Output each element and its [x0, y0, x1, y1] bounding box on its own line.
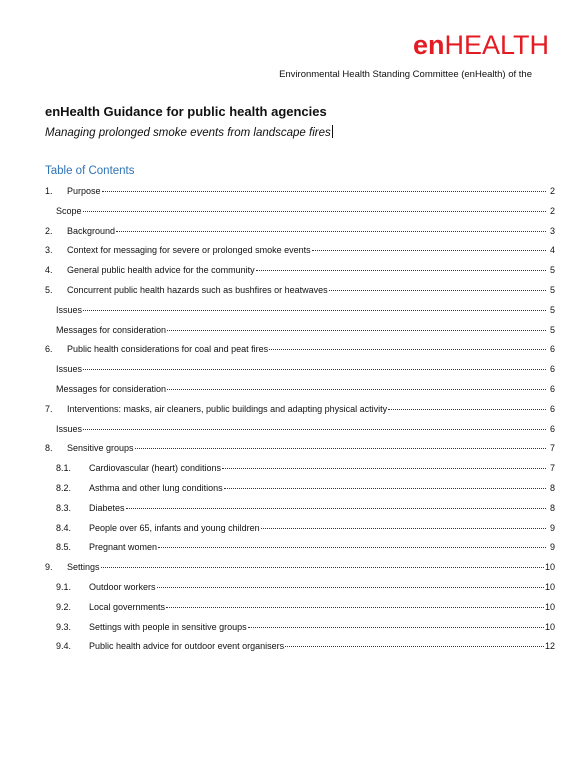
- toc-entry[interactable]: [45, 602, 555, 622]
- committee-line: Environmental Health Standing Committee (enHealth) of the: [279, 69, 532, 80]
- toc-dot-leader: [285, 646, 544, 647]
- toc-entry[interactable]: [45, 483, 555, 503]
- toc-entry-title[interactable]: People over 65, infants and young children: [89, 522, 260, 533]
- toc-entry-title[interactable]: Settings with people in sensitive groups: [89, 621, 247, 632]
- toc-entry[interactable]: [45, 503, 555, 523]
- toc-entry[interactable]: [45, 265, 555, 285]
- toc-entry-number: 8.3.: [56, 502, 72, 513]
- toc-page-number: 8: [549, 482, 555, 493]
- toc-page-number: 9: [549, 522, 555, 533]
- toc-page-number: 6: [549, 423, 555, 434]
- toc-entry-title[interactable]: Issues: [56, 364, 83, 375]
- toc-page-number: 5: [549, 324, 555, 335]
- toc-page-number: 6: [549, 364, 555, 375]
- document-subtitle-text: Managing prolonged smoke events from landscape fires: [45, 127, 331, 139]
- toc-dot-leader: [248, 627, 544, 628]
- toc-entry-number: 6.: [45, 344, 53, 355]
- toc-entry-title[interactable]: Messages for consideration: [56, 324, 167, 335]
- toc-dot-leader: [83, 369, 546, 370]
- toc-dot-leader: [102, 191, 546, 192]
- toc-dot-leader: [83, 211, 546, 212]
- toc-entry[interactable]: [45, 245, 555, 265]
- toc-page-number: 10: [544, 621, 555, 632]
- toc-entry[interactable]: [45, 582, 555, 602]
- toc-entry[interactable]: [45, 344, 555, 364]
- toc-page-number: 4: [549, 245, 555, 256]
- toc-entry-title[interactable]: Public health considerations for coal and peat fires: [67, 344, 269, 355]
- toc-entry-number: 7.: [45, 403, 53, 414]
- toc-entry-title[interactable]: General public health advice for the community: [67, 265, 255, 276]
- toc-page-number: 5: [549, 284, 555, 295]
- toc-entry[interactable]: [45, 364, 555, 384]
- toc-entry-number: 3.: [45, 245, 53, 256]
- toc-page-number: 10: [544, 562, 555, 573]
- toc-entry-number: 8.: [45, 443, 53, 454]
- toc-entry-title[interactable]: Interventions: masks, air cleaners, public buildings and adapting physical activity: [67, 403, 388, 414]
- toc-page-number: 3: [549, 225, 555, 236]
- toc-entry[interactable]: [45, 463, 555, 483]
- text-cursor: [332, 125, 333, 138]
- toc-page-number: 10: [544, 581, 555, 592]
- toc-dot-leader: [126, 508, 546, 509]
- logo-prefix: en: [412, 30, 445, 60]
- toc-entry-number: 9.2.: [56, 601, 72, 612]
- toc-page-number: 10: [544, 601, 555, 612]
- toc-heading: Table of Contents: [45, 165, 135, 177]
- toc-dot-leader: [329, 290, 546, 291]
- toc-entry-title[interactable]: Asthma and other lung conditions: [89, 482, 223, 493]
- toc-dot-leader: [166, 607, 544, 608]
- toc-entry[interactable]: [45, 424, 555, 444]
- toc-entry-number: 9.1.: [56, 581, 72, 592]
- toc-entry-title[interactable]: Issues: [56, 423, 83, 434]
- toc-entry-title[interactable]: Cardiovascular (heart) conditions: [89, 463, 222, 474]
- document-subtitle[interactable]: [45, 125, 333, 139]
- toc-entry[interactable]: [45, 325, 555, 345]
- toc-dot-leader: [167, 389, 546, 390]
- toc-dot-leader: [101, 567, 544, 568]
- toc-entry-number: 8.2.: [56, 482, 72, 493]
- toc-dot-leader: [83, 310, 546, 311]
- logo-suffix: HEALTH: [444, 30, 549, 60]
- toc-dot-leader: [224, 488, 546, 489]
- toc-entry-title[interactable]: Messages for consideration: [56, 383, 167, 394]
- toc-page-number: 2: [549, 205, 555, 216]
- enhealth-logo: [413, 30, 549, 61]
- toc-entry-number: 9.4.: [56, 641, 72, 652]
- toc-dot-leader: [261, 528, 546, 529]
- toc-entry[interactable]: [45, 226, 555, 246]
- toc-page-number: 9: [549, 542, 555, 553]
- toc-entry[interactable]: [45, 404, 555, 424]
- toc-entry[interactable]: [45, 443, 555, 463]
- toc-dot-leader: [157, 587, 544, 588]
- toc-dot-leader: [158, 547, 546, 548]
- toc-page-number: 7: [549, 463, 555, 474]
- toc-entry[interactable]: [45, 542, 555, 562]
- toc-entry-title[interactable]: Context for messaging for severe or prolonged smoke events: [67, 245, 311, 256]
- document-title: enHealth Guidance for public health agencies: [45, 104, 327, 119]
- toc-entry[interactable]: [45, 384, 555, 404]
- toc-entry-title[interactable]: Outdoor workers: [89, 581, 156, 592]
- toc-entry[interactable]: [45, 523, 555, 543]
- toc-page-number: 6: [549, 403, 555, 414]
- toc-entry[interactable]: [45, 206, 555, 226]
- toc-entry-title[interactable]: Local governments: [89, 601, 166, 612]
- toc-entry-title[interactable]: Scope: [56, 205, 82, 216]
- table-of-contents: [45, 186, 555, 661]
- toc-page-number: 12: [544, 641, 555, 652]
- toc-entry-title[interactable]: Sensitive groups: [67, 443, 134, 454]
- toc-dot-leader: [312, 250, 546, 251]
- toc-entry-title[interactable]: Concurrent public health hazards such as bushfires or heatwaves: [67, 284, 328, 295]
- toc-entry-title[interactable]: Public health advice for outdoor event organisers: [89, 641, 285, 652]
- toc-entry-number: 8.4.: [56, 522, 72, 533]
- toc-page-number: 5: [549, 265, 555, 276]
- toc-entry-number: 2.: [45, 225, 53, 236]
- toc-dot-leader: [388, 409, 546, 410]
- toc-page-number: 5: [549, 304, 555, 315]
- toc-page-number: 8: [549, 502, 555, 513]
- toc-entry-title[interactable]: Pregnant women: [89, 542, 158, 553]
- toc-dot-leader: [83, 429, 546, 430]
- toc-entry[interactable]: [45, 285, 555, 305]
- toc-dot-leader: [269, 349, 546, 350]
- toc-entry-number: 9.: [45, 562, 53, 573]
- toc-dot-leader: [167, 330, 546, 331]
- toc-entry-number: 8.5.: [56, 542, 72, 553]
- toc-entry-number: 9.3.: [56, 621, 72, 632]
- toc-entry-number: 5.: [45, 284, 53, 295]
- toc-dot-leader: [135, 448, 546, 449]
- toc-entry[interactable]: [45, 641, 555, 661]
- toc-entry[interactable]: [45, 622, 555, 642]
- toc-dot-leader: [116, 231, 546, 232]
- toc-entry-number: 4.: [45, 265, 53, 276]
- toc-page-number: 7: [549, 443, 555, 454]
- toc-entry-number: 8.1.: [56, 463, 72, 474]
- toc-entry-title[interactable]: Background: [67, 225, 116, 236]
- toc-entry-title[interactable]: Diabetes: [89, 502, 125, 513]
- toc-page-number: 6: [549, 383, 555, 394]
- toc-entry-title[interactable]: Settings: [67, 562, 100, 573]
- toc-entry[interactable]: [45, 305, 555, 325]
- toc-dot-leader: [256, 270, 546, 271]
- toc-entry-title[interactable]: Issues: [56, 304, 83, 315]
- toc-entry-number: 1.: [45, 186, 53, 196]
- toc-entry[interactable]: [45, 186, 555, 206]
- toc-dot-leader: [222, 468, 546, 469]
- toc-entry[interactable]: [45, 562, 555, 582]
- toc-entry-title[interactable]: Purpose: [67, 186, 101, 196]
- toc-page-number: 2: [549, 186, 555, 196]
- toc-page-number: 6: [549, 344, 555, 355]
